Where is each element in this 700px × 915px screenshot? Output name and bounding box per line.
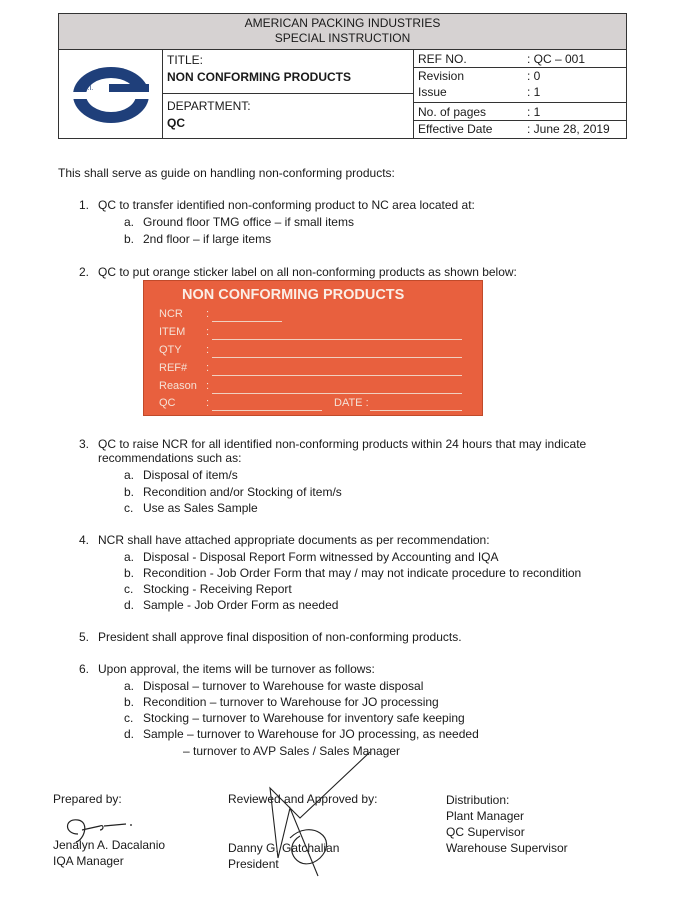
sub-label: a. bbox=[124, 550, 135, 564]
prepared-by-title: IQA Manager bbox=[53, 854, 124, 868]
sub-item: Sample - Job Order Form as needed bbox=[143, 598, 339, 612]
department-value: QC bbox=[167, 116, 185, 130]
divider bbox=[414, 120, 626, 121]
title-value: NON CONFORMING PRODUCTS bbox=[167, 70, 351, 84]
list-item: QC to put orange sticker label on all non-conforming products as shown below: bbox=[98, 265, 517, 279]
sub-label: a. bbox=[124, 215, 135, 229]
title-cell bbox=[163, 50, 413, 94]
sub-item: Use as Sales Sample bbox=[143, 501, 258, 515]
sticker-colon: : bbox=[206, 344, 210, 356]
sticker-field: REF# bbox=[159, 362, 188, 374]
divider bbox=[414, 102, 626, 103]
list-item: President shall approve final disposition of non-conforming products. bbox=[98, 630, 462, 644]
intro-text: This shall serve as guide on handling non-conforming products: bbox=[58, 166, 395, 180]
sub-item: Stocking – turnover to Warehouse for inventory safe keeping bbox=[143, 711, 465, 725]
blank-line bbox=[370, 410, 462, 411]
sub-label: b. bbox=[124, 485, 135, 499]
prepared-by-name: Jenalyn A. Dacalanio bbox=[53, 838, 166, 852]
sub-item: Disposal of item/s bbox=[143, 468, 238, 482]
sub-label: a. bbox=[124, 468, 135, 482]
sub-label: d. bbox=[124, 598, 135, 612]
logo-cell bbox=[59, 50, 163, 138]
sticker-colon: : bbox=[206, 362, 210, 374]
list-item: QC to transfer identified non-conforming product to NC area located at: bbox=[98, 198, 475, 212]
sticker-field: NCR bbox=[159, 308, 183, 320]
item-number: 5. bbox=[79, 630, 90, 644]
sticker-field: ITEM bbox=[159, 326, 186, 338]
sub-label: c. bbox=[124, 501, 134, 515]
department-cell bbox=[163, 95, 413, 138]
reference-table: REF NO. : QC – 001 Revision : 0 Issue : 1 No. of pages : 1 Effective Date : June 28, 2019 bbox=[414, 50, 626, 138]
prepared-by-label: Prepared by: bbox=[53, 792, 122, 806]
item-number: 6. bbox=[79, 662, 90, 676]
approved-by-title: President bbox=[228, 857, 279, 871]
approved-by-name: Danny G. Gatchalian bbox=[228, 841, 340, 855]
document-type: SPECIAL INSTRUCTION bbox=[274, 31, 411, 45]
sub-item: Disposal – turnover to Warehouse for waste disposal bbox=[143, 679, 424, 693]
blank-line bbox=[212, 339, 462, 340]
sub-item: Ground floor TMG office – if small items bbox=[143, 215, 354, 229]
divider bbox=[414, 67, 626, 68]
department-label: DEPARTMENT: bbox=[167, 99, 251, 113]
sticker-field: QC bbox=[159, 397, 176, 409]
blank-line bbox=[212, 393, 462, 394]
sub-item: Sample – turnover to Warehouse for JO processing, as needed bbox=[143, 727, 479, 741]
sticker-colon: : bbox=[206, 308, 210, 320]
sticker-field: Reason bbox=[159, 380, 197, 392]
distribution-label: Distribution: bbox=[446, 793, 510, 807]
title-label: TITLE: bbox=[167, 53, 204, 67]
distribution-item: QC Supervisor bbox=[446, 825, 525, 839]
sub-label: c. bbox=[124, 582, 134, 596]
item-number: 3. bbox=[79, 437, 90, 451]
sticker-title: NON CONFORMING PRODUCTS bbox=[182, 287, 405, 303]
sub-item-continued: – turnover to AVP Sales / Sales Manager bbox=[183, 744, 401, 758]
list-item-continued: recommendations such as: bbox=[98, 451, 242, 465]
logo-text: A.P.I. bbox=[77, 85, 94, 92]
header-band bbox=[59, 14, 626, 50]
sub-label: d. bbox=[124, 727, 135, 741]
sub-item: Disposal - Disposal Report Form witnessed by Accounting and IQA bbox=[143, 550, 499, 564]
sub-label: a. bbox=[124, 679, 135, 693]
distribution-item: Warehouse Supervisor bbox=[446, 841, 568, 855]
sub-label: b. bbox=[124, 232, 135, 246]
sticker-date-label: DATE : bbox=[334, 397, 369, 409]
sticker-colon: : bbox=[206, 397, 210, 409]
sticker-colon: : bbox=[206, 326, 210, 338]
sub-item: Recondition - Job Order Form that may / may not indicate procedure to recondition bbox=[143, 566, 582, 580]
sub-label: b. bbox=[124, 566, 135, 580]
list-item: NCR shall have attached appropriate documents as per recommendation: bbox=[98, 533, 490, 547]
blank-line bbox=[212, 357, 462, 358]
sub-label: b. bbox=[124, 695, 135, 709]
list-item: QC to raise NCR for all identified non-conforming products within 24 hours that may indicate bbox=[98, 437, 587, 451]
sub-item: Recondition and/or Stocking of item/s bbox=[143, 485, 342, 499]
company-logo bbox=[59, 50, 162, 138]
item-number: 2. bbox=[79, 265, 90, 279]
blank-line bbox=[212, 410, 322, 411]
approved-by-label: Reviewed and Approved by: bbox=[228, 792, 378, 806]
item-number: 1. bbox=[79, 198, 90, 212]
item-number: 4. bbox=[79, 533, 90, 547]
sticker-colon: : bbox=[206, 380, 210, 392]
list-item: Upon approval, the items will be turnover as follows: bbox=[98, 662, 375, 676]
company-name: AMERICAN PACKING INDUSTRIES bbox=[244, 16, 441, 30]
nc-sticker-label bbox=[143, 280, 483, 416]
sub-item: 2nd floor – if large items bbox=[143, 232, 272, 246]
distribution-item: Plant Manager bbox=[446, 809, 525, 823]
sticker-field: QTY bbox=[159, 344, 182, 356]
sub-item: Recondition – turnover to Warehouse for JO processing bbox=[143, 695, 439, 709]
sub-item: Stocking - Receiving Report bbox=[143, 582, 292, 596]
blank-line bbox=[212, 375, 462, 376]
blank-line bbox=[212, 321, 282, 322]
document-header bbox=[58, 13, 627, 139]
sub-label: c. bbox=[124, 711, 134, 725]
